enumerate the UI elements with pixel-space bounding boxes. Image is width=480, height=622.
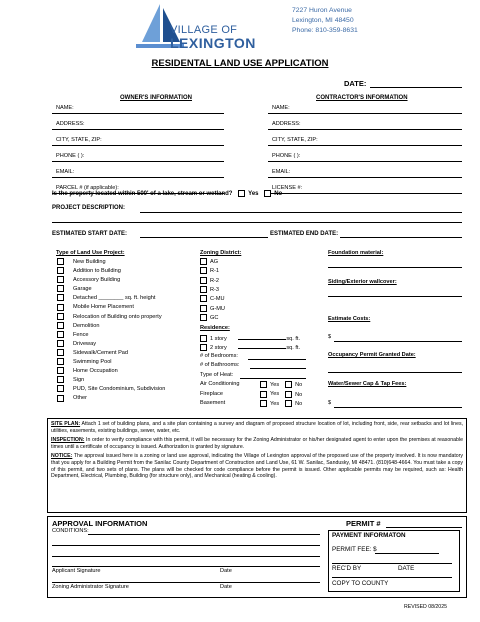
use-type-label: Garage xyxy=(73,286,92,293)
project-description-label: PROJECT DESCRIPTION: xyxy=(52,205,126,211)
zoning-label: R-1 xyxy=(210,268,220,275)
ac-label: Air Conditioning xyxy=(200,381,240,387)
inspection-paragraph xyxy=(51,437,463,450)
contractor-field-line[interactable] xyxy=(268,193,462,194)
payment-heading: PAYMENT INFORMATON xyxy=(332,532,406,539)
inspection-text: In order to verify compliance with this permit, it will be necessary for the Zoning Administrator or his/her designated agent to enter upon the premises at reasonable times until a certificate of occupancy is issued. Authorization is granted by signature. xyxy=(51,437,463,450)
bathrooms-line[interactable] xyxy=(250,368,306,369)
village-logo xyxy=(120,2,280,52)
use-type-checkbox[interactable] xyxy=(57,358,64,365)
siding-label: Siding/Exterior wallcover: xyxy=(328,279,397,285)
use-type-item xyxy=(57,340,96,348)
heat-line[interactable] xyxy=(240,378,306,379)
use-type-checkbox[interactable] xyxy=(57,367,64,374)
use-type-item xyxy=(57,322,99,330)
use-type-checkbox[interactable] xyxy=(57,304,64,311)
start-date-line[interactable] xyxy=(140,237,268,238)
zoning-checkbox[interactable] xyxy=(200,314,207,321)
site-plan-label: SITE PLAN: xyxy=(51,421,81,427)
use-type-item xyxy=(57,358,112,366)
use-type-checkbox[interactable] xyxy=(57,313,64,320)
project-description-line[interactable] xyxy=(140,212,462,213)
use-type-item xyxy=(57,367,118,375)
notices-box xyxy=(47,418,467,513)
lake-no-label: No xyxy=(274,191,283,198)
owner-field-label: EMAIL: xyxy=(56,169,75,175)
lake-yes-label: Yes xyxy=(248,191,259,198)
fireplace-yes-label: Yes xyxy=(270,391,280,398)
basement-no-checkbox[interactable] xyxy=(285,400,292,407)
use-type-item xyxy=(57,376,84,384)
owner-field-line[interactable] xyxy=(52,145,224,146)
use-type-checkbox[interactable] xyxy=(57,322,64,329)
use-type-checkbox[interactable] xyxy=(57,340,64,347)
owner-field-label: CITY, STATE, ZIP: xyxy=(56,137,102,143)
use-type-item xyxy=(57,267,121,275)
use-type-checkbox[interactable] xyxy=(57,385,64,392)
logo-text-line1: VILLAGE OF xyxy=(170,24,238,36)
zoning-checkbox[interactable] xyxy=(200,258,207,265)
use-type-item xyxy=(57,395,87,403)
site-plan-paragraph xyxy=(51,421,463,434)
contractor-field-line[interactable] xyxy=(268,177,462,178)
use-type-checkbox[interactable] xyxy=(57,276,64,283)
residence-heading: Residence: xyxy=(200,325,230,331)
lake-no-checkbox[interactable] xyxy=(264,190,271,197)
use-type-label: Mobile Home Placement xyxy=(73,304,134,311)
contractor-heading: CONTRACTOR'S INFORMATION xyxy=(316,95,408,101)
ac-no-label: No xyxy=(295,381,303,388)
bedrooms-label: # of Bedrooms: xyxy=(200,353,238,359)
bathrooms-label: # of Bathrooms: xyxy=(200,362,240,368)
page-title: RESIDENTAL LAND USE APPLICATION xyxy=(151,58,329,69)
basement-label: Basement xyxy=(200,400,226,406)
conditions-line[interactable] xyxy=(88,534,320,535)
zoning-label: G-MU xyxy=(210,305,225,312)
zoning-checkbox[interactable] xyxy=(200,295,207,302)
use-type-label: Sign xyxy=(73,377,85,384)
use-type-item xyxy=(57,331,89,339)
conditions-label: CONDITIONS: xyxy=(52,528,89,534)
zoning-checkbox[interactable] xyxy=(200,277,207,284)
fireplace-yes-checkbox[interactable] xyxy=(260,391,267,398)
use-type-checkbox[interactable] xyxy=(57,331,64,338)
contractor-field-label: ADDRESS: xyxy=(272,121,301,127)
logo-text-line2: LEXINGTON xyxy=(170,35,256,51)
story1-checkbox[interactable] xyxy=(200,335,207,342)
zoning-label: GC xyxy=(210,314,219,321)
use-type-checkbox[interactable] xyxy=(57,395,64,402)
owner-field-line[interactable] xyxy=(52,161,224,162)
water-line[interactable] xyxy=(334,407,462,408)
notice-label: NOTICE: xyxy=(51,453,73,460)
owner-field-label: NAME: xyxy=(56,105,74,111)
zoning-checkbox[interactable] xyxy=(200,305,207,312)
use-type-label: Addition to Building xyxy=(73,268,121,275)
start-date-label: ESTIMATED START DATE: xyxy=(52,231,127,237)
water-dollar: $ xyxy=(328,400,332,406)
zoning-label: C-MU xyxy=(210,296,225,303)
contractor-field-label: LICENSE #: xyxy=(272,185,303,191)
notice-text: The approval issued here is a zoning or land use approval, indicating the Village of Lexington approval of the proposed use of the property involved. It is now mandatory that you apply for a Building Permit from the Sanilac County Department of Construction and Land Use, 61 W. Sanilac, Sandusky, MI 48471. (810)648-4664. You must take a copy of this permit, and two sets of plans. The plans will be checked for code compliance before the permit is issued. Other applicable permits may be required, such as: Health Department, Electrical, Plumbing, Building (for structure only), and Mechanical (heating & cooling). xyxy=(51,453,463,480)
bedrooms-line[interactable] xyxy=(248,359,306,360)
use-type-item xyxy=(57,294,155,302)
zoning-item xyxy=(200,267,219,275)
contractor-field-line[interactable] xyxy=(268,145,462,146)
ac-yes-label: Yes xyxy=(270,381,280,388)
permit-fee-line[interactable] xyxy=(375,553,439,554)
fireplace-no-checkbox[interactable] xyxy=(285,391,292,398)
water-label: Water/Sewer Cap & Tap Fees: xyxy=(328,381,407,387)
story2-label: 2 story xyxy=(210,344,227,351)
address-line2: Lexington, MI 48450 xyxy=(292,17,354,24)
use-type-checkbox[interactable] xyxy=(57,349,64,356)
address-line1: 7227 Huron Avenue xyxy=(292,7,352,14)
applicant-date-label: Date xyxy=(220,568,232,574)
end-date-label: ESTIMATED END DATE: xyxy=(270,231,339,237)
use-type-checkbox[interactable] xyxy=(57,258,64,265)
fireplace-label: Fireplace xyxy=(200,390,224,397)
permit-line[interactable] xyxy=(386,527,462,528)
contractor-field-label: PHONE ( ): xyxy=(272,153,301,159)
use-type-checkbox[interactable] xyxy=(57,294,64,301)
owner-field-line[interactable] xyxy=(52,113,224,114)
payment-date-label: DATE xyxy=(398,565,415,572)
zoning-item xyxy=(200,286,219,294)
occupancy-label: Occupancy Permit Granted Date: xyxy=(328,352,416,358)
use-type-label: Driveway xyxy=(73,340,97,347)
applicant-signature-label: Applicant Signature xyxy=(52,568,101,574)
use-type-item xyxy=(57,313,162,321)
zoning-label: AG xyxy=(210,258,219,265)
use-type-label: Accessory Building xyxy=(73,277,121,284)
use-types-heading: Type of Land Use Project: xyxy=(56,250,125,256)
story1-row xyxy=(200,335,300,343)
conditions-line-3[interactable] xyxy=(52,556,320,557)
use-type-label: Relocation of Building onto property xyxy=(73,313,162,320)
recd-label: REC'D BY xyxy=(332,565,362,572)
applicant-signature-line[interactable] xyxy=(52,566,320,567)
use-type-label: Detached ________ sq. ft. height xyxy=(73,295,156,302)
copy-label: COPY TO COUNTY xyxy=(332,580,389,587)
zoning-item xyxy=(200,258,218,266)
fireplace-yes-no xyxy=(260,391,302,399)
contractor-field-label: CITY, STATE, ZIP: xyxy=(272,137,318,143)
fireplace-no-label: No xyxy=(295,391,303,398)
owner-field-label: PHONE ( ): xyxy=(56,153,85,159)
zoning-signature-line[interactable] xyxy=(52,582,320,583)
use-type-item xyxy=(57,385,165,393)
story2-sqft: sq. ft. xyxy=(286,344,301,351)
owner-field-line[interactable] xyxy=(52,129,224,130)
revised-label: REVISED 08/2025 xyxy=(404,604,447,610)
header-address xyxy=(292,6,358,36)
basement-no-label: No xyxy=(295,400,303,407)
date-label: DATE: xyxy=(344,79,367,88)
use-type-label: New Building xyxy=(73,258,106,265)
zoning-label: R-3 xyxy=(210,286,220,293)
owner-field-label: ADDRESS: xyxy=(56,121,85,127)
date-line[interactable] xyxy=(370,87,462,88)
contractor-field-line[interactable] xyxy=(268,129,462,130)
zoning-item xyxy=(200,314,218,322)
zoning-date-label: Date xyxy=(220,584,232,590)
use-type-label: Other xyxy=(73,395,87,402)
project-description-line-2[interactable] xyxy=(52,222,462,223)
use-type-item xyxy=(57,285,92,293)
siding-line[interactable] xyxy=(328,296,462,297)
use-type-item xyxy=(57,258,106,266)
use-type-label: PUD, Site Condominium, Subdivision xyxy=(73,386,166,393)
story2-sqft-line[interactable] xyxy=(238,348,286,349)
use-type-label: Swimming Pool xyxy=(73,359,112,366)
story2-checkbox[interactable] xyxy=(200,344,207,351)
lake-question xyxy=(52,190,282,198)
owner-field-line[interactable] xyxy=(52,177,224,178)
story2-row xyxy=(200,344,300,352)
foundation-line[interactable] xyxy=(328,267,462,268)
foundation-label: Foundation material: xyxy=(328,250,384,256)
ac-yes-no xyxy=(260,381,302,389)
use-type-item xyxy=(57,349,128,357)
phone-line: Phone: 810-359-8631 xyxy=(292,27,358,34)
use-type-item xyxy=(57,276,120,284)
zoning-item xyxy=(200,295,225,303)
zoning-heading: Zoning District: xyxy=(200,250,242,256)
use-type-checkbox[interactable] xyxy=(57,267,64,274)
use-type-label: Sidewalk/Cement Pad xyxy=(73,349,129,356)
use-type-checkbox[interactable] xyxy=(57,376,64,383)
use-type-label: Home Occupation xyxy=(73,368,118,375)
heat-label: Type of Heat: xyxy=(200,372,234,378)
permit-fee-label: PERMIT FEE: $ xyxy=(332,546,377,553)
contractor-field-label: EMAIL: xyxy=(272,169,291,175)
zoning-checkbox[interactable] xyxy=(200,286,207,293)
basement-yes-checkbox[interactable] xyxy=(260,400,267,407)
basement-yes-no xyxy=(260,400,302,408)
zoning-item xyxy=(200,305,225,313)
estimate-line[interactable] xyxy=(334,341,462,342)
estimate-label: Estimate Costs: xyxy=(328,316,371,322)
copy-line[interactable] xyxy=(332,577,452,578)
zoning-signature-label: Zoning Administrator Signature xyxy=(52,584,129,590)
use-type-item xyxy=(57,304,134,312)
zoning-label: R-2 xyxy=(210,277,220,284)
lake-yes-checkbox[interactable] xyxy=(238,190,245,197)
contractor-field-label: NAME: xyxy=(272,105,290,111)
recd-line[interactable] xyxy=(332,563,452,564)
notice-paragraph xyxy=(51,453,463,479)
story1-sqft: sq. ft. xyxy=(286,335,301,342)
owner-heading: OWNER'S INFORMATION xyxy=(120,95,192,101)
end-date-line[interactable] xyxy=(340,237,462,238)
story1-sqft-line[interactable] xyxy=(238,339,286,340)
owner-field-label: PARCEL # (if applicable): xyxy=(56,185,119,191)
occupancy-line[interactable] xyxy=(328,372,462,373)
conditions-line-2[interactable] xyxy=(52,545,320,546)
story1-label: 1 story xyxy=(210,335,227,342)
permit-label: PERMIT # xyxy=(346,519,381,528)
contractor-field-line[interactable] xyxy=(268,161,462,162)
site-plan-text: Attach 1 set of building plans, and a site plan containing a survey and diagram of proposed structure location of lot, including front, side, rear setbacks and lot lines, utilities, easements, existing buildings, sewer, water, etc. xyxy=(51,421,463,434)
inspection-label: INSPECTION: xyxy=(51,437,85,444)
use-type-checkbox[interactable] xyxy=(57,285,64,292)
ac-yes-checkbox[interactable] xyxy=(260,381,267,388)
basement-yes-label: Yes xyxy=(270,400,280,407)
lake-question-text: Is the property located within 500' of a lake, stream or wetland? xyxy=(52,191,233,198)
contractor-field-line[interactable] xyxy=(268,113,462,114)
ac-no-checkbox[interactable] xyxy=(285,381,292,388)
zoning-checkbox[interactable] xyxy=(200,267,207,274)
use-type-label: Fence xyxy=(73,331,89,338)
use-type-label: Demolition xyxy=(73,322,100,329)
zoning-item xyxy=(200,277,219,285)
approval-heading: APPROVAL INFORMATION xyxy=(52,519,148,528)
estimate-dollar: $ xyxy=(328,334,332,340)
